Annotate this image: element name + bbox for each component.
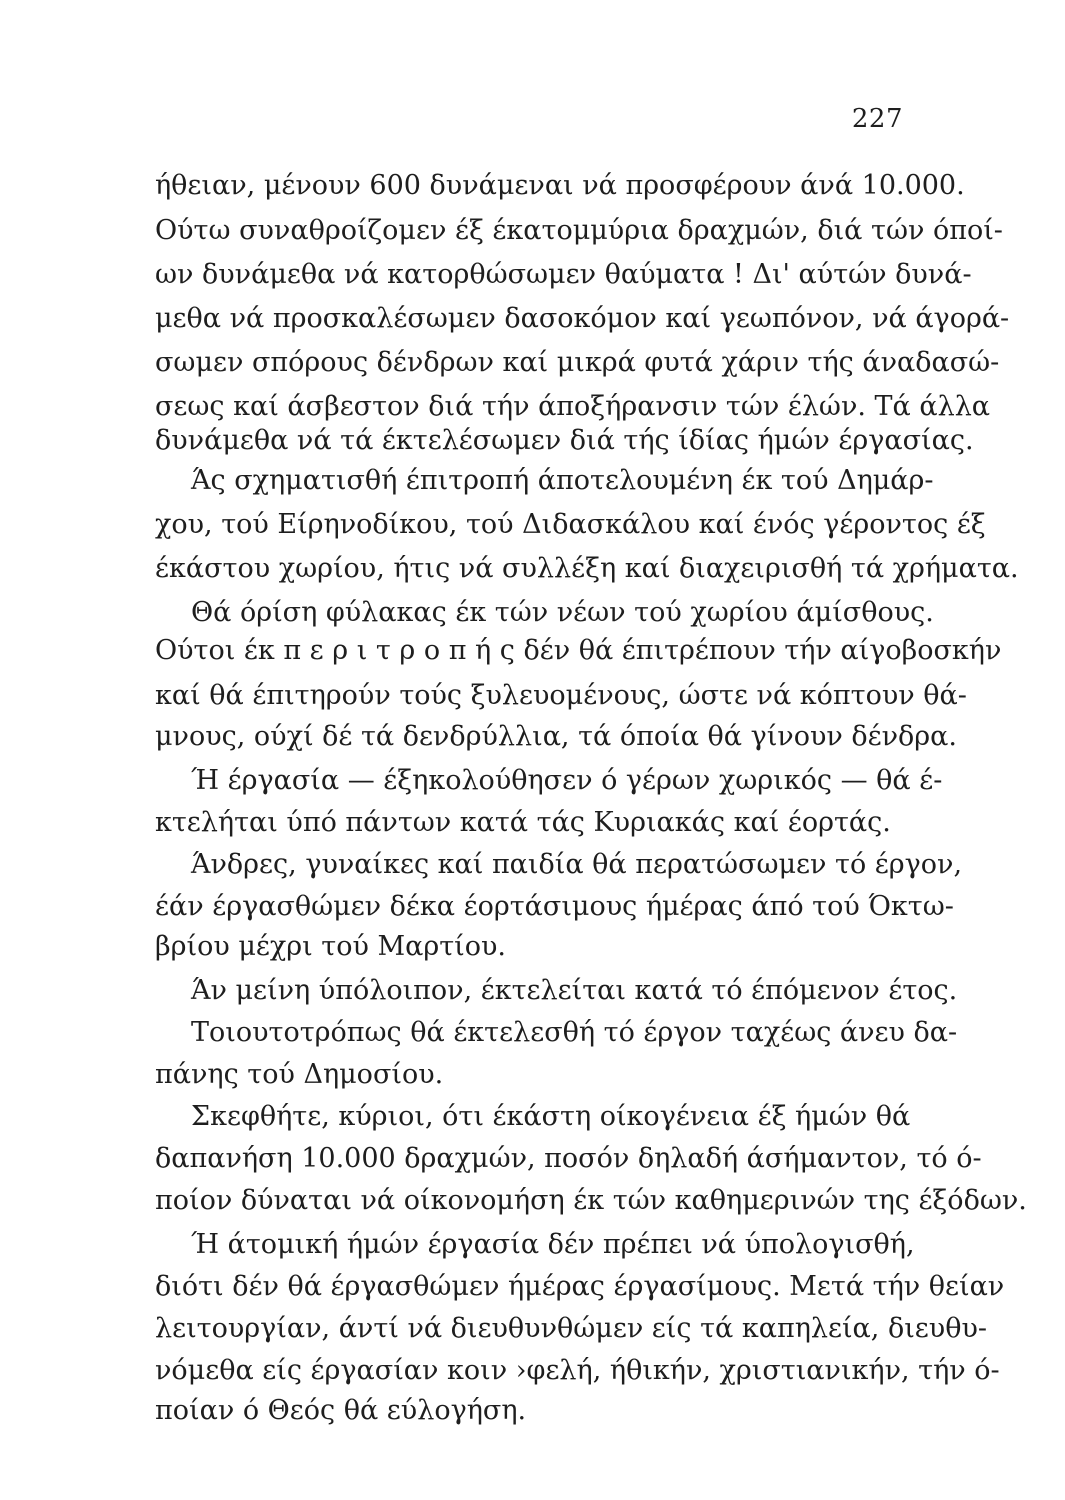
text-line: χου, τού Είρηνοδίκου, τού Διδασκάλου καί ένός γέροντος έξ — [155, 509, 986, 540]
text-line: νόμεθα είς έργασίαν κοιν ›φελή, ήθικήν, χριστιανικήν, τήν ό- — [155, 1355, 1000, 1386]
text-line: έκάστου χωρίου, ήτις νά συλλέξη καί διαχειρισθή τά χρήματα. — [155, 553, 1019, 584]
text-line: ήθειαν, μένουν 600 δυνάμεναι νά προσφέρουν άνά 10.000. — [155, 170, 965, 201]
text-line: δαπανήση 10.000 δραχμών, ποσόν δηλαδή άσήμαντον, τό ό- — [155, 1143, 982, 1174]
text-line: δυνάμεθα νά τά έκτελέσωμεν διά τής ίδίας ήμών έργασίας. — [155, 425, 974, 456]
text-line: Άνδρες, γυναίκες καί παιδία θά περατώσωμεν τό έργον, — [191, 849, 963, 880]
text-line: καί θά έπιτηρούν τούς ξυλευομένους, ώστε νά κόπτουν θά- — [155, 680, 967, 711]
text-line: ποίαν ό Θεός θά εύλογήση. — [155, 1395, 527, 1426]
text-line: μεθα νά προσκαλέσωμεν δασοκόμον καί γεωπόνον, νά άγορά- — [155, 303, 1010, 334]
text-line: Σκεφθήτε, κύριοι, ότι έκάστη οίκογένεια έξ ήμών θά — [191, 1101, 911, 1132]
text-line: βρίου μέχρι τού Μαρτίου. — [155, 931, 506, 962]
text-line: Ούτω συναθροίζομεν έξ έκατομμύρια δραχμών, διά τών όποί- — [155, 215, 1003, 246]
text-line: σεως καί άσβεστον διά τήν άποξήρανσιν τών έλών. Τά άλλα — [155, 391, 991, 422]
page-number: 227 — [851, 104, 903, 134]
text-line: πάνης τού Δημοσίου. — [155, 1059, 444, 1090]
text-line: ποίον δύναται νά οίκονομήση έκ τών καθημερινών της έξόδων. — [155, 1185, 1027, 1216]
text-line: κτελήται ύπό πάντων κατά τάς Κυριακάς καί έορτάς. — [155, 807, 891, 838]
text-line: Ή έργασία — έξηκολούθησεν ό γέρων χωρικός — θά έ- — [191, 765, 943, 796]
text-line: μνους, ούχί δέ τά δενδρύλλια, τά όποία θά γίνουν δένδρα. — [155, 721, 957, 752]
text-line: Άς σχηματισθή έπιτροπή άποτελουμένη έκ τού Δημάρ- — [191, 465, 934, 496]
text-line: έάν έργασθώμεν δέκα έορτάσιμους ήμέρας άπό τού Όκτω- — [155, 891, 954, 922]
text-line: σωμεν σπόρους δένδρων καί μικρά φυτά χάριν τής άναδασώ- — [155, 347, 1000, 378]
text-line: Τοιουτοτρόπως θά έκτελεσθή τό έργον ταχέως άνευ δα- — [191, 1017, 958, 1048]
text-line: Ούτοι έκ π ε ρ ι τ ρ ο π ή ς δέν θά έπιτρέπουν τήν αίγοβοσκήν — [155, 635, 1002, 666]
text-line: Άν μείνη ύπόλοιπον, έκτελείται κατά τό έπόμενον έτος. — [191, 975, 958, 1006]
text-line: Ή άτομική ήμών έργασία δέν πρέπει νά ύπολογισθή, — [191, 1229, 915, 1260]
text-line: λειτουργίαν, άντί νά διευθυνθώμεν είς τά καπηλεία, διευθυ- — [155, 1313, 987, 1344]
text-line: διότι δέν θά έργασθώμεν ήμέρας έργασίμους. Μετά τήν θείαν — [155, 1271, 1005, 1302]
text-line: ων δυνάμεθα νά κατορθώσωμεν θαύματα ! Δι' αύτών δυνά- — [155, 259, 972, 290]
text-line: Θά όρίση φύλακας έκ τών νέων τού χωρίου άμίσθους. — [191, 597, 934, 628]
